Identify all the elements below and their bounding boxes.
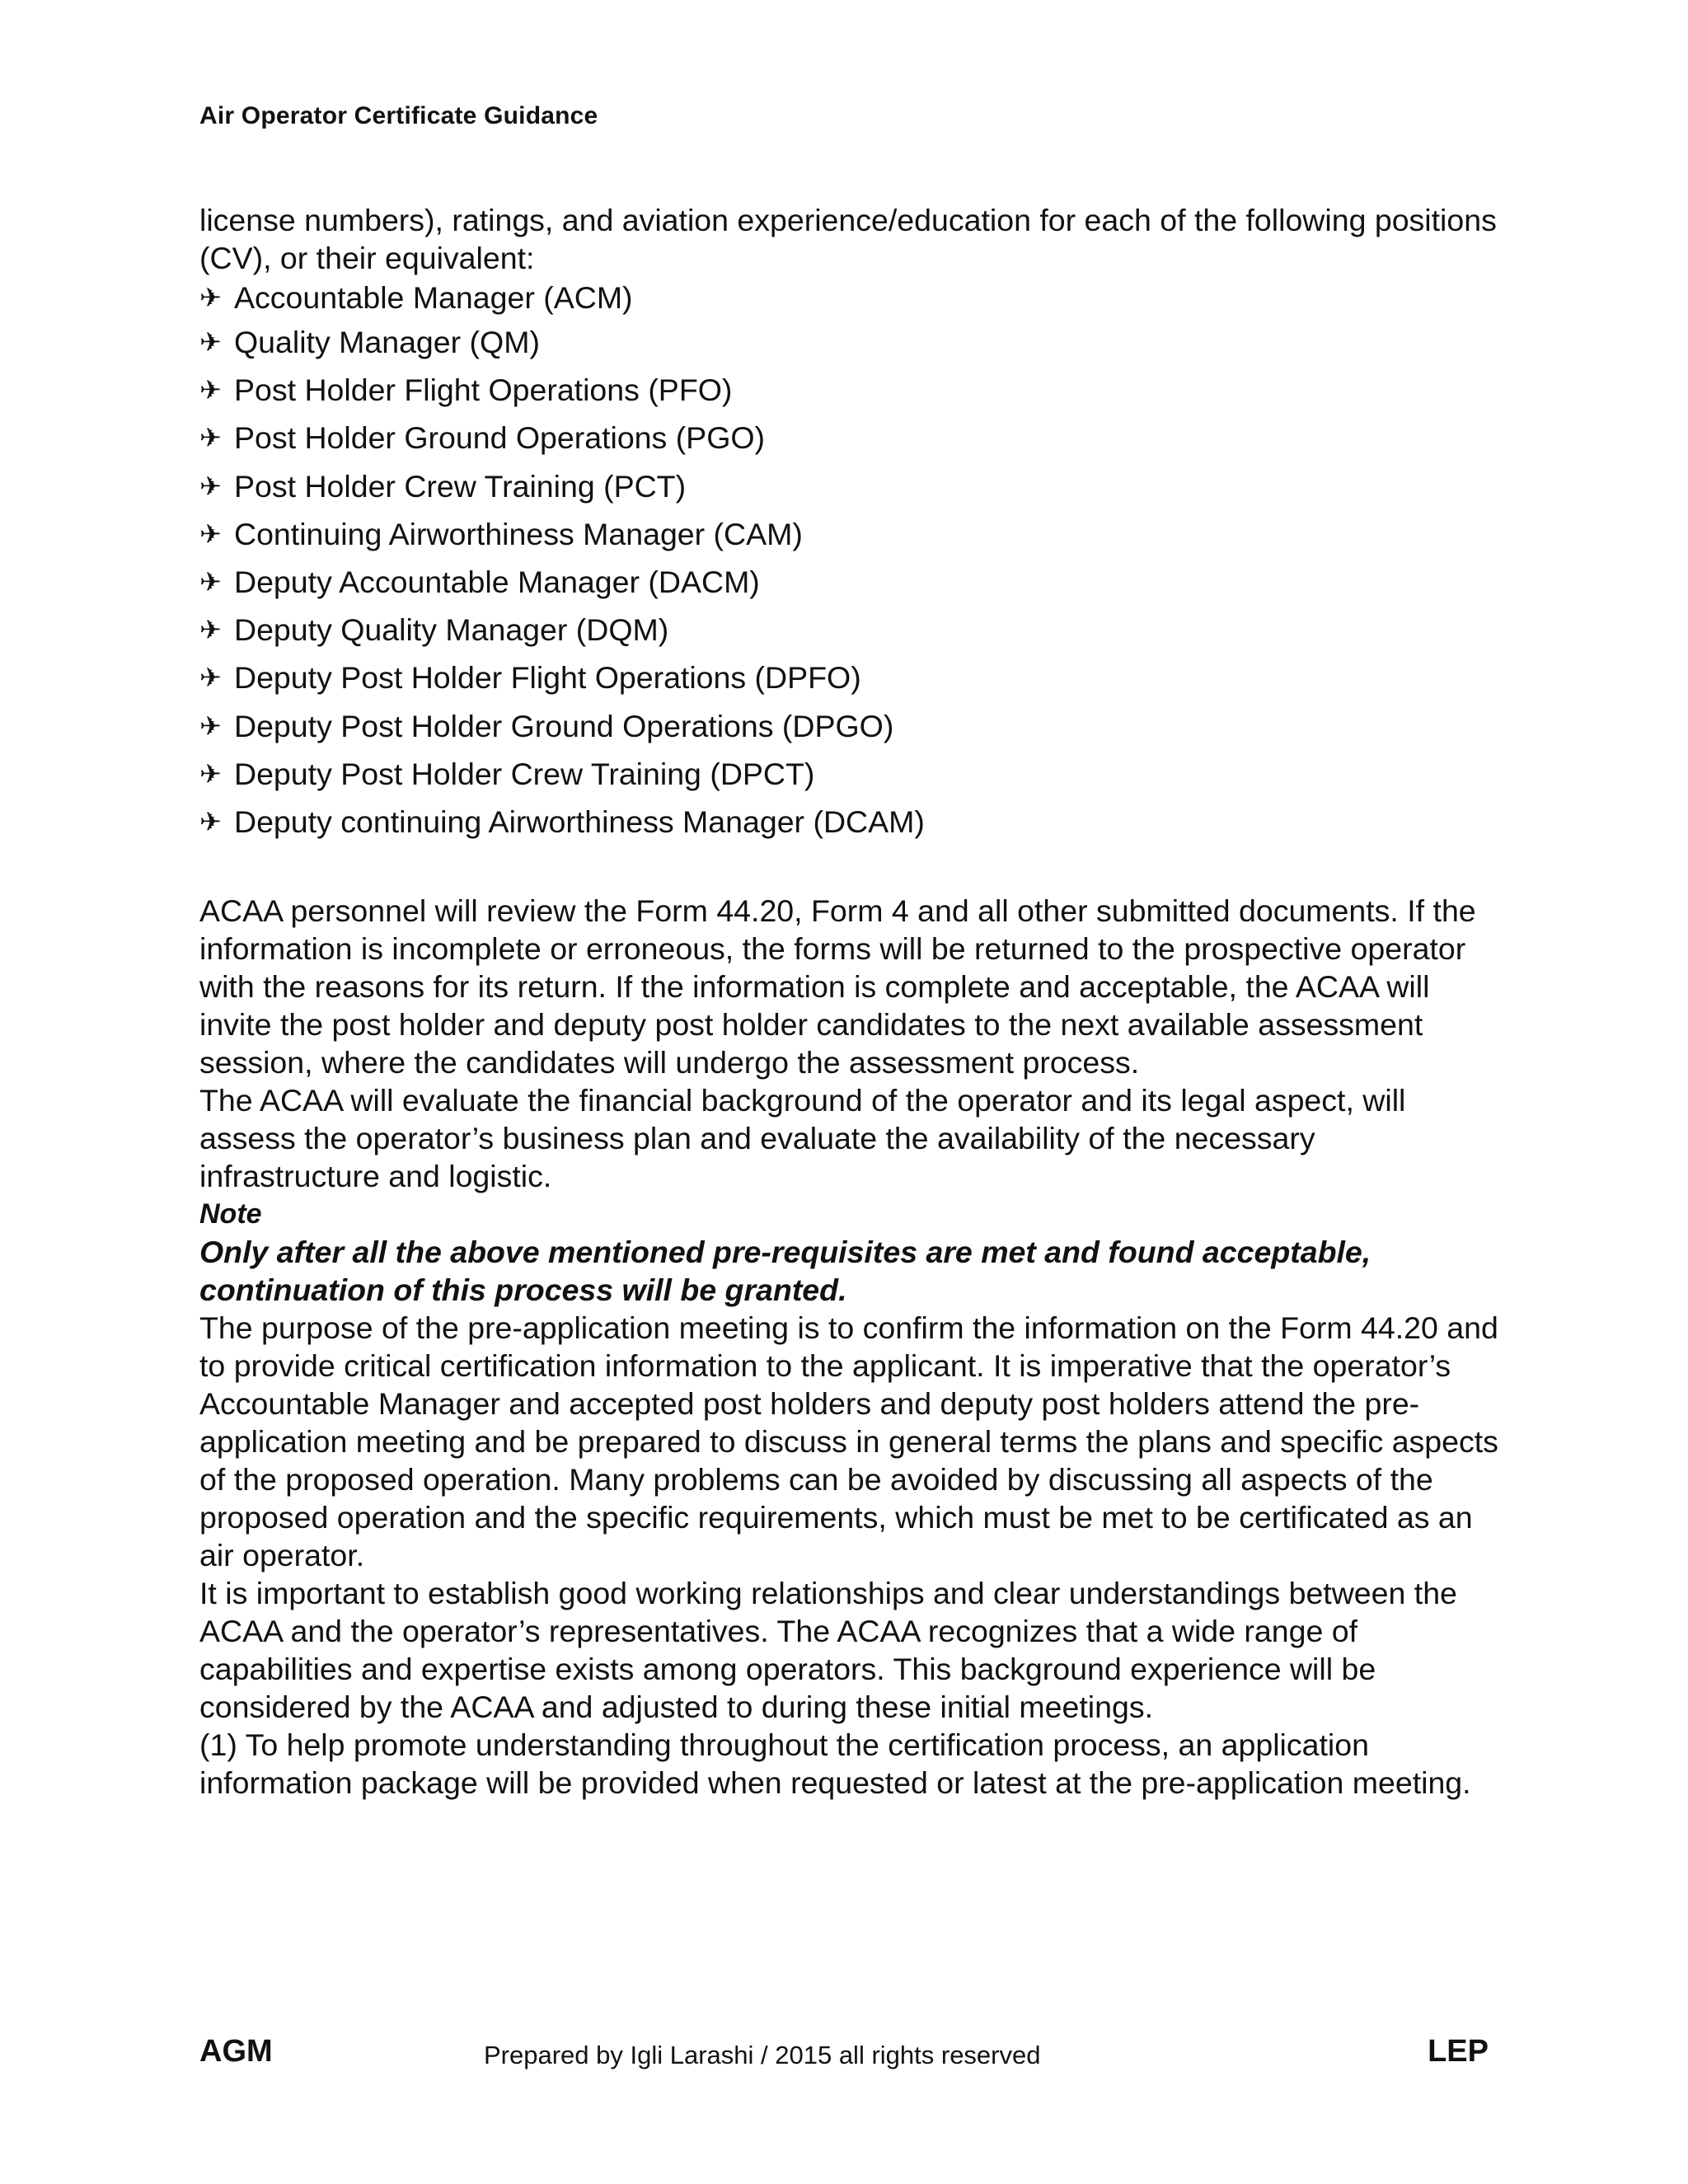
list-item: ✈ Deputy Post Holder Ground Operations (DPGO) [199,708,894,743]
airplane-bullet-icon: ✈ [199,471,222,501]
airplane-bullet-icon: ✈ [199,567,222,598]
page-footer [199,2034,1489,2075]
footer-section-code: LEP [1428,2034,1489,2069]
list-item: ✈ Deputy Post Holder Crew Training (DPCT) [199,756,815,791]
intro-paragraph: license numbers), ratings, and aviation experience/education for each of the following positions (CV), or their equivalent: [199,203,1497,275]
airplane-bullet-icon: ✈ [199,663,222,693]
list-item: ✈ Continuing Airworthiness Manager (CAM) [199,516,803,551]
note-heading: Note [199,1198,262,1230]
list-item: ✈ Post Holder Flight Operations (PFO) [199,373,733,408]
airplane-bullet-icon: ✈ [199,806,222,837]
list-item: ✈ Deputy Quality Manager (DQM) [199,612,669,648]
list-item: ✈ Deputy Post Holder Flight Operations (DPFO) [199,660,861,696]
airplane-bullet-icon: ✈ [199,710,222,741]
airplane-bullet-icon: ✈ [199,518,222,549]
airplane-bullet-icon: ✈ [199,283,222,312]
airplane-bullet-icon: ✈ [199,615,222,645]
list-item: ✈ Accountable Manager (ACM) [199,280,633,315]
list-item: ✈ Deputy Accountable Manager (DACM) [199,565,760,600]
note-text: Only after all the above mentioned pre-requisites are met and found acceptable, continuation of this process will be granted. [199,1235,1372,1308]
list-item: ✈ Post Holder Ground Operations (PGO) [199,420,766,456]
footer-doc-code: AGM [199,2034,273,2069]
relationships-paragraph: It is important to establish good working relationships and clear understandings between the ACAA and the operator’s representatives. The ACAA recognizes that a wide range of capabilities and expertise exists among operators. This background experience will be considered by the ACAA and adjusted to during these initial meetings. [199,1576,1457,1725]
paragraph-spacer [199,846,1502,892]
package-paragraph: (1) To help promote understanding throughout the certification process, an application information package will be provided when requested or latest at the pre-application meeting. [199,1727,1471,1801]
page-header-title: Air Operator Certificate Guidance [199,102,598,129]
purpose-paragraph: The purpose of the pre-application meeting is to confirm the information on the Form 44.20 and to provide critical certification information to the applicant. It is imperative that the operator’s Accountable Manager and accepted post holders and deputy post holders attend the pre-application meeting and be prepared to discuss in general terms the plans and specific aspects of the proposed operation. Many problems can be avoided by discussing all aspects of the proposed operation and the specific requirements, which must be met to be certificated as an air operator. [199,1310,1498,1573]
list-item: ✈ Deputy continuing Airworthiness Manager (DCAM) [199,804,925,839]
airplane-bullet-icon: ✈ [199,758,222,789]
document-body [199,201,1502,1802]
airplane-bullet-icon: ✈ [199,423,222,453]
positions-list [199,277,1502,846]
evaluate-paragraph: The ACAA will evaluate the financial background of the operator and its legal aspect, will assess the operator’s business plan and evaluate the availability of the necessary infrastructure and logistic. [199,1083,1406,1194]
review-paragraph: ACAA personnel will review the Form 44.20, Form 4 and all other submitted documents. If the information is incomplete or erroneous, the forms will be returned to the prospective operator with the reasons for its return. If the information is complete and acceptable, the ACAA will invite the post holder and deputy post holder candidates to the next available assessment session, where the candidates will undergo the assessment process. [199,893,1476,1080]
airplane-bullet-icon: ✈ [199,327,222,358]
footer-copyright: Prepared by Igli Larashi / 2015 all rights reserved [484,2041,1041,2069]
airplane-bullet-icon: ✈ [199,375,222,405]
list-item: ✈ Post Holder Crew Training (PCT) [199,468,687,504]
list-item: ✈ Quality Manager (QM) [199,325,540,360]
